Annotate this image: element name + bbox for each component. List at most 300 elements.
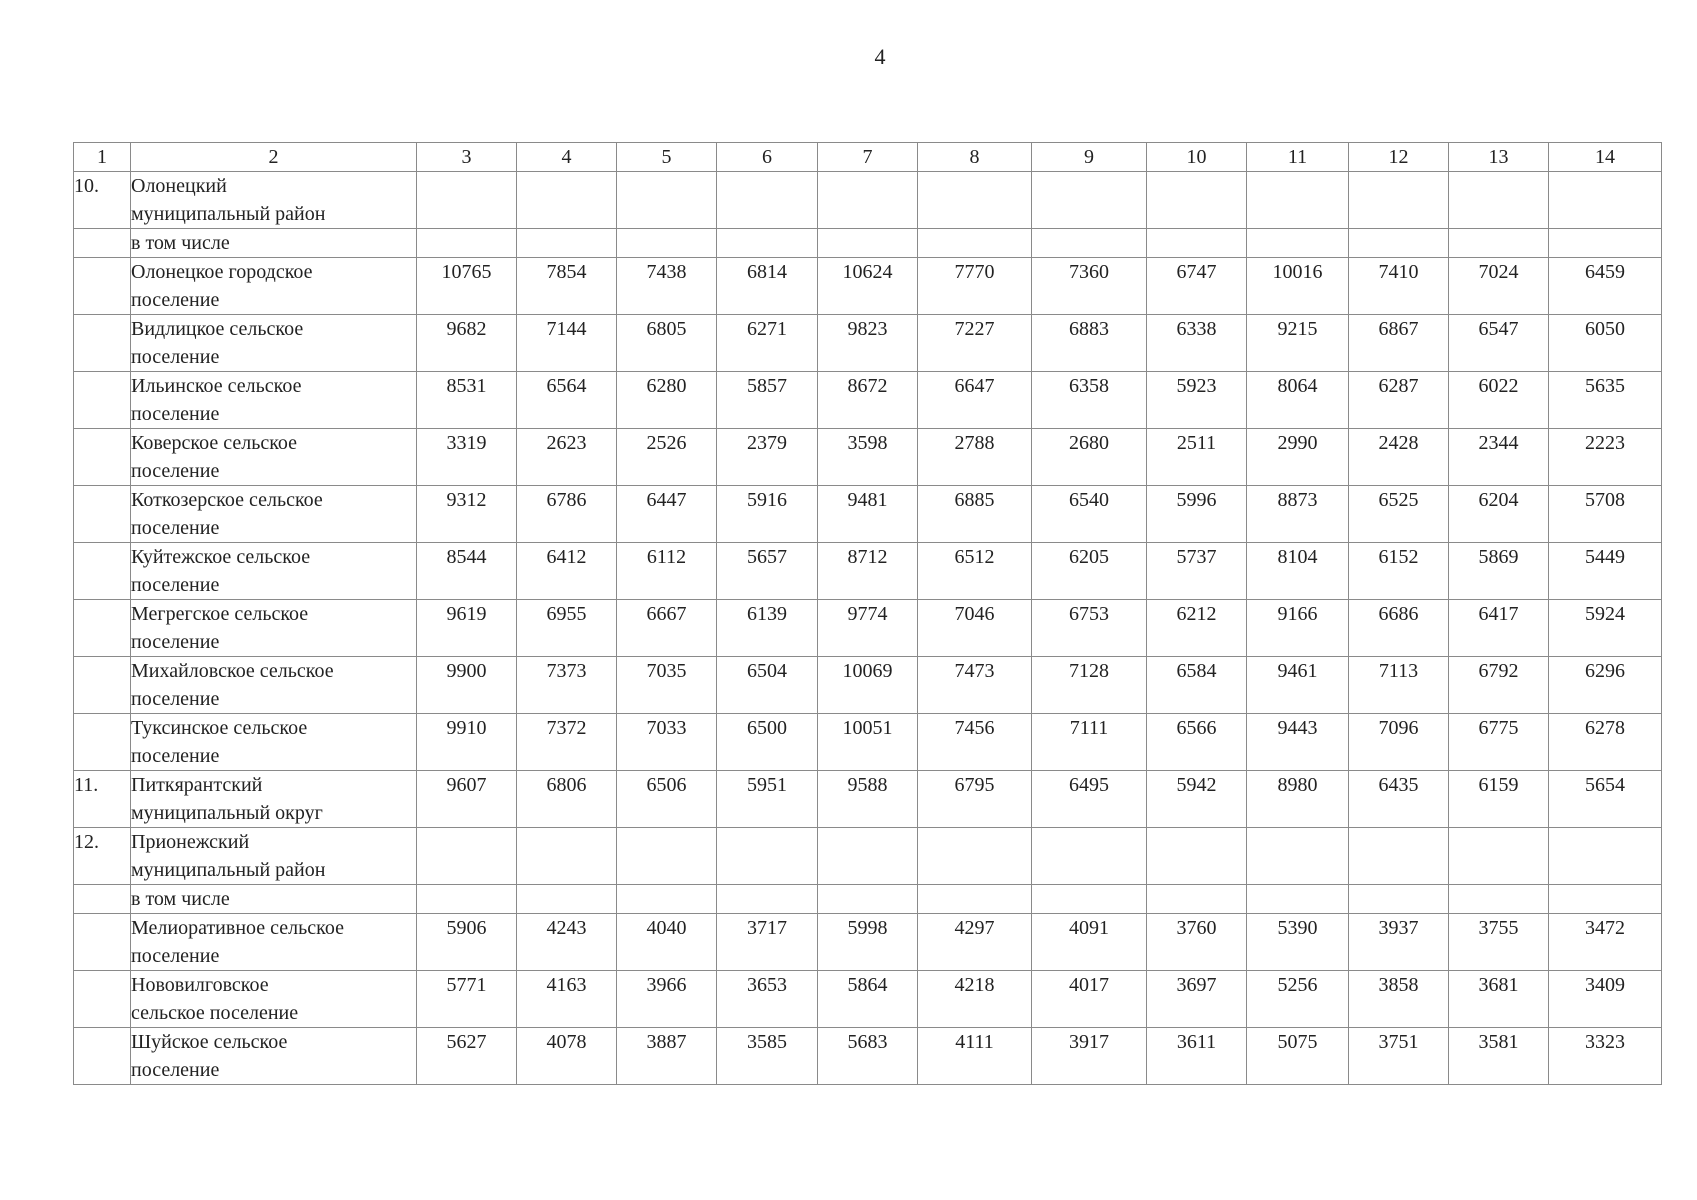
value-cell: 8712 bbox=[818, 543, 918, 600]
value-cell: 6271 bbox=[717, 315, 818, 372]
value-cell: 3966 bbox=[617, 971, 717, 1028]
value-cell: 10624 bbox=[818, 258, 918, 315]
row-name bbox=[131, 828, 417, 885]
row-index: 12. bbox=[74, 828, 131, 885]
row-name-line: муниципальный район bbox=[131, 859, 326, 881]
value-cell: 6280 bbox=[617, 372, 717, 429]
row-index bbox=[74, 914, 131, 971]
value-cell: 8544 bbox=[417, 543, 517, 600]
value-cell: 9607 bbox=[417, 771, 517, 828]
value-cell: 5998 bbox=[818, 914, 918, 971]
value-cell bbox=[818, 172, 918, 229]
value-cell: 6159 bbox=[1449, 771, 1549, 828]
value-cell: 10016 bbox=[1247, 258, 1349, 315]
value-cell bbox=[417, 885, 517, 914]
value-cell: 8672 bbox=[818, 372, 918, 429]
row-name-line: Олонецкий bbox=[131, 175, 227, 197]
column-header: 7 bbox=[818, 143, 918, 172]
value-cell: 2526 bbox=[617, 429, 717, 486]
value-cell: 6447 bbox=[617, 486, 717, 543]
value-cell: 6647 bbox=[918, 372, 1032, 429]
value-cell: 3917 bbox=[1032, 1028, 1147, 1085]
table-row bbox=[74, 657, 1662, 714]
value-cell bbox=[818, 828, 918, 885]
value-cell: 9774 bbox=[818, 600, 918, 657]
value-cell: 7372 bbox=[517, 714, 617, 771]
value-cell bbox=[617, 229, 717, 258]
table-row bbox=[74, 229, 1662, 258]
value-cell: 7035 bbox=[617, 657, 717, 714]
value-cell: 6358 bbox=[1032, 372, 1147, 429]
value-cell: 5857 bbox=[717, 372, 818, 429]
value-cell: 6814 bbox=[717, 258, 818, 315]
value-cell: 7473 bbox=[918, 657, 1032, 714]
value-cell bbox=[918, 885, 1032, 914]
value-cell bbox=[1247, 885, 1349, 914]
row-name-line: поселение bbox=[131, 517, 220, 539]
table-row bbox=[74, 372, 1662, 429]
value-cell: 9588 bbox=[818, 771, 918, 828]
row-name-line: в том числе bbox=[131, 232, 230, 254]
value-cell: 6540 bbox=[1032, 486, 1147, 543]
value-cell: 6525 bbox=[1349, 486, 1449, 543]
row-name-line: муниципальный район bbox=[131, 203, 326, 225]
value-cell: 2623 bbox=[517, 429, 617, 486]
table-row bbox=[74, 714, 1662, 771]
value-cell bbox=[1349, 229, 1449, 258]
value-cell: 3751 bbox=[1349, 1028, 1449, 1085]
row-name-line: муниципальный округ bbox=[131, 802, 323, 824]
value-cell: 5923 bbox=[1147, 372, 1247, 429]
row-name-line: поселение bbox=[131, 945, 220, 967]
value-cell: 9481 bbox=[818, 486, 918, 543]
row-name-line: Коткозерское сельское bbox=[131, 489, 323, 511]
value-cell: 6296 bbox=[1549, 657, 1662, 714]
table-row bbox=[74, 914, 1662, 971]
table-row bbox=[74, 971, 1662, 1028]
value-cell: 9215 bbox=[1247, 315, 1349, 372]
value-cell: 4243 bbox=[517, 914, 617, 971]
row-name bbox=[131, 543, 417, 600]
table-row bbox=[74, 258, 1662, 315]
row-name-line: поселение bbox=[131, 289, 220, 311]
column-header: 12 bbox=[1349, 143, 1449, 172]
value-cell bbox=[1147, 172, 1247, 229]
value-cell bbox=[1549, 229, 1662, 258]
row-name bbox=[131, 258, 417, 315]
column-header: 2 bbox=[131, 143, 417, 172]
row-name-line: Ильинское сельское bbox=[131, 375, 302, 397]
value-cell: 10051 bbox=[818, 714, 918, 771]
value-cell: 3581 bbox=[1449, 1028, 1549, 1085]
row-name-line: поселение bbox=[131, 631, 220, 653]
column-header: 6 bbox=[717, 143, 818, 172]
value-cell: 5683 bbox=[818, 1028, 918, 1085]
table-row bbox=[74, 486, 1662, 543]
value-cell: 3611 bbox=[1147, 1028, 1247, 1085]
value-cell: 6417 bbox=[1449, 600, 1549, 657]
value-cell: 10069 bbox=[818, 657, 918, 714]
row-index bbox=[74, 714, 131, 771]
value-cell: 6504 bbox=[717, 657, 818, 714]
row-name bbox=[131, 885, 417, 914]
value-cell: 2344 bbox=[1449, 429, 1549, 486]
row-name bbox=[131, 486, 417, 543]
value-cell: 7111 bbox=[1032, 714, 1147, 771]
row-name bbox=[131, 971, 417, 1028]
value-cell: 7046 bbox=[918, 600, 1032, 657]
value-cell: 3472 bbox=[1549, 914, 1662, 971]
value-cell: 6747 bbox=[1147, 258, 1247, 315]
page-number: 4 bbox=[874, 44, 886, 69]
column-header: 10 bbox=[1147, 143, 1247, 172]
value-cell: 6805 bbox=[617, 315, 717, 372]
value-cell: 6686 bbox=[1349, 600, 1449, 657]
value-cell: 6022 bbox=[1449, 372, 1549, 429]
value-cell: 6547 bbox=[1449, 315, 1549, 372]
value-cell: 5075 bbox=[1247, 1028, 1349, 1085]
row-name-line: Куйтежское сельское bbox=[131, 546, 311, 568]
value-cell: 7113 bbox=[1349, 657, 1449, 714]
row-name bbox=[131, 657, 417, 714]
table-row bbox=[74, 543, 1662, 600]
value-cell bbox=[517, 828, 617, 885]
value-cell: 5737 bbox=[1147, 543, 1247, 600]
value-cell: 4163 bbox=[517, 971, 617, 1028]
value-cell bbox=[1449, 229, 1549, 258]
value-cell: 6775 bbox=[1449, 714, 1549, 771]
value-cell: 6278 bbox=[1549, 714, 1662, 771]
row-name-line: поселение bbox=[131, 574, 220, 596]
value-cell: 7373 bbox=[517, 657, 617, 714]
value-cell: 6459 bbox=[1549, 258, 1662, 315]
value-cell: 3653 bbox=[717, 971, 818, 1028]
value-cell: 4218 bbox=[918, 971, 1032, 1028]
value-cell: 2511 bbox=[1147, 429, 1247, 486]
row-index bbox=[74, 971, 131, 1028]
value-cell bbox=[1549, 828, 1662, 885]
row-name bbox=[131, 1028, 417, 1085]
value-cell bbox=[1032, 229, 1147, 258]
column-header: 4 bbox=[517, 143, 617, 172]
value-cell bbox=[617, 172, 717, 229]
row-name-line: поселение bbox=[131, 403, 220, 425]
value-cell: 5771 bbox=[417, 971, 517, 1028]
row-index bbox=[74, 885, 131, 914]
value-cell: 8064 bbox=[1247, 372, 1349, 429]
value-cell: 7144 bbox=[517, 315, 617, 372]
value-cell bbox=[1247, 172, 1349, 229]
row-name-line: Шуйское сельское bbox=[131, 1031, 288, 1053]
value-cell: 2223 bbox=[1549, 429, 1662, 486]
value-cell bbox=[517, 229, 617, 258]
value-cell bbox=[918, 229, 1032, 258]
row-name-line: поселение bbox=[131, 460, 220, 482]
row-index bbox=[74, 372, 131, 429]
value-cell: 5916 bbox=[717, 486, 818, 543]
value-cell: 9910 bbox=[417, 714, 517, 771]
value-cell bbox=[717, 828, 818, 885]
value-cell: 3697 bbox=[1147, 971, 1247, 1028]
value-cell bbox=[1549, 885, 1662, 914]
value-cell: 6885 bbox=[918, 486, 1032, 543]
value-cell: 6955 bbox=[517, 600, 617, 657]
value-cell: 9166 bbox=[1247, 600, 1349, 657]
value-cell: 5256 bbox=[1247, 971, 1349, 1028]
row-name bbox=[131, 429, 417, 486]
value-cell: 5996 bbox=[1147, 486, 1247, 543]
value-cell bbox=[1449, 885, 1549, 914]
row-index bbox=[74, 657, 131, 714]
value-cell: 6050 bbox=[1549, 315, 1662, 372]
value-cell: 8873 bbox=[1247, 486, 1349, 543]
value-cell bbox=[818, 885, 918, 914]
value-cell: 6112 bbox=[617, 543, 717, 600]
value-cell: 6786 bbox=[517, 486, 617, 543]
row-name bbox=[131, 600, 417, 657]
value-cell: 2788 bbox=[918, 429, 1032, 486]
row-name-line: Мегрегское сельское bbox=[131, 603, 309, 625]
value-cell bbox=[617, 828, 717, 885]
value-cell: 5708 bbox=[1549, 486, 1662, 543]
value-cell: 6338 bbox=[1147, 315, 1247, 372]
value-cell bbox=[517, 885, 617, 914]
value-cell: 6412 bbox=[517, 543, 617, 600]
value-cell: 9443 bbox=[1247, 714, 1349, 771]
value-cell bbox=[1147, 828, 1247, 885]
value-cell: 3887 bbox=[617, 1028, 717, 1085]
table-row bbox=[74, 172, 1662, 229]
value-cell bbox=[617, 885, 717, 914]
table-row bbox=[74, 1028, 1662, 1085]
value-cell: 7096 bbox=[1349, 714, 1449, 771]
value-cell bbox=[918, 828, 1032, 885]
value-cell bbox=[717, 172, 818, 229]
row-index: 10. bbox=[74, 172, 131, 229]
value-cell bbox=[1349, 885, 1449, 914]
row-name bbox=[131, 172, 417, 229]
row-name-line: Прионежский bbox=[131, 831, 250, 853]
value-cell: 3319 bbox=[417, 429, 517, 486]
value-cell: 3598 bbox=[818, 429, 918, 486]
value-cell: 6795 bbox=[918, 771, 1032, 828]
value-cell: 7854 bbox=[517, 258, 617, 315]
value-cell: 9312 bbox=[417, 486, 517, 543]
value-cell: 6566 bbox=[1147, 714, 1247, 771]
value-cell: 6512 bbox=[918, 543, 1032, 600]
value-cell: 7227 bbox=[918, 315, 1032, 372]
value-cell: 5864 bbox=[818, 971, 918, 1028]
value-cell: 7410 bbox=[1349, 258, 1449, 315]
row-name bbox=[131, 771, 417, 828]
row-name-line: Коверское сельское bbox=[131, 432, 298, 454]
table-body bbox=[74, 143, 1662, 1085]
value-cell: 6139 bbox=[717, 600, 818, 657]
value-cell: 3937 bbox=[1349, 914, 1449, 971]
value-cell: 4297 bbox=[918, 914, 1032, 971]
value-cell bbox=[818, 229, 918, 258]
row-name bbox=[131, 229, 417, 258]
value-cell bbox=[1032, 885, 1147, 914]
row-name-line: Туксинское сельское bbox=[131, 717, 308, 739]
value-cell bbox=[517, 172, 617, 229]
value-cell: 3585 bbox=[717, 1028, 818, 1085]
value-cell bbox=[417, 828, 517, 885]
value-cell: 5449 bbox=[1549, 543, 1662, 600]
value-cell: 6500 bbox=[717, 714, 818, 771]
row-name-line: в том числе bbox=[131, 888, 230, 910]
row-name-line: Мелиоративное сельское bbox=[131, 917, 344, 939]
value-cell bbox=[1247, 828, 1349, 885]
value-cell: 4091 bbox=[1032, 914, 1147, 971]
column-header: 9 bbox=[1032, 143, 1147, 172]
value-cell bbox=[918, 172, 1032, 229]
row-index bbox=[74, 486, 131, 543]
value-cell bbox=[717, 885, 818, 914]
value-cell: 10765 bbox=[417, 258, 517, 315]
row-name-line: Олонецкое городское bbox=[131, 261, 313, 283]
row-index: 11. bbox=[74, 771, 131, 828]
value-cell: 5390 bbox=[1247, 914, 1349, 971]
table-row bbox=[74, 771, 1662, 828]
column-header: 1 bbox=[74, 143, 131, 172]
row-name-line: сельское поселение bbox=[131, 1002, 299, 1024]
row-name-line: Михайловское сельское bbox=[131, 660, 334, 682]
value-cell: 5627 bbox=[417, 1028, 517, 1085]
value-cell bbox=[417, 229, 517, 258]
table-row bbox=[74, 600, 1662, 657]
value-cell bbox=[1349, 172, 1449, 229]
row-name-line: Видлицкое сельское bbox=[131, 318, 304, 340]
value-cell: 5906 bbox=[417, 914, 517, 971]
value-cell: 5951 bbox=[717, 771, 818, 828]
column-header: 8 bbox=[918, 143, 1032, 172]
value-cell: 6753 bbox=[1032, 600, 1147, 657]
value-cell: 2680 bbox=[1032, 429, 1147, 486]
value-cell: 8980 bbox=[1247, 771, 1349, 828]
value-cell: 2428 bbox=[1349, 429, 1449, 486]
value-cell bbox=[1349, 828, 1449, 885]
value-cell: 6883 bbox=[1032, 315, 1147, 372]
value-cell: 6584 bbox=[1147, 657, 1247, 714]
value-cell: 7456 bbox=[918, 714, 1032, 771]
value-cell: 5654 bbox=[1549, 771, 1662, 828]
row-index bbox=[74, 600, 131, 657]
column-header: 5 bbox=[617, 143, 717, 172]
value-cell: 7128 bbox=[1032, 657, 1147, 714]
row-name bbox=[131, 315, 417, 372]
value-cell: 6867 bbox=[1349, 315, 1449, 372]
value-cell: 4111 bbox=[918, 1028, 1032, 1085]
row-name-line: поселение bbox=[131, 346, 220, 368]
value-cell: 3755 bbox=[1449, 914, 1549, 971]
value-cell: 5924 bbox=[1549, 600, 1662, 657]
table-row bbox=[74, 828, 1662, 885]
value-cell: 6152 bbox=[1349, 543, 1449, 600]
table-row bbox=[74, 315, 1662, 372]
column-header: 11 bbox=[1247, 143, 1349, 172]
value-cell: 6435 bbox=[1349, 771, 1449, 828]
value-cell: 7770 bbox=[918, 258, 1032, 315]
row-name bbox=[131, 714, 417, 771]
value-cell bbox=[1549, 172, 1662, 229]
value-cell: 6506 bbox=[617, 771, 717, 828]
value-cell: 2379 bbox=[717, 429, 818, 486]
value-cell bbox=[1147, 885, 1247, 914]
column-header: 13 bbox=[1449, 143, 1549, 172]
value-cell: 6806 bbox=[517, 771, 617, 828]
value-cell: 3409 bbox=[1549, 971, 1662, 1028]
row-index bbox=[74, 543, 131, 600]
value-cell: 4078 bbox=[517, 1028, 617, 1085]
value-cell: 2990 bbox=[1247, 429, 1349, 486]
row-name-line: Нововилговское bbox=[131, 974, 269, 996]
value-cell bbox=[717, 229, 818, 258]
value-cell: 5869 bbox=[1449, 543, 1549, 600]
value-cell bbox=[1147, 229, 1247, 258]
value-cell: 7360 bbox=[1032, 258, 1147, 315]
value-cell bbox=[1032, 172, 1147, 229]
value-cell: 6667 bbox=[617, 600, 717, 657]
value-cell bbox=[1247, 229, 1349, 258]
row-name bbox=[131, 914, 417, 971]
value-cell bbox=[1032, 828, 1147, 885]
value-cell: 6792 bbox=[1449, 657, 1549, 714]
row-name-line: Питкярантский bbox=[131, 774, 263, 796]
row-index bbox=[74, 258, 131, 315]
value-cell: 7438 bbox=[617, 258, 717, 315]
value-cell: 6564 bbox=[517, 372, 617, 429]
value-cell: 9682 bbox=[417, 315, 517, 372]
value-cell: 9900 bbox=[417, 657, 517, 714]
value-cell: 3760 bbox=[1147, 914, 1247, 971]
row-index bbox=[74, 429, 131, 486]
value-cell bbox=[1449, 828, 1549, 885]
value-cell: 4040 bbox=[617, 914, 717, 971]
value-cell: 8104 bbox=[1247, 543, 1349, 600]
value-cell: 3717 bbox=[717, 914, 818, 971]
value-cell: 6212 bbox=[1147, 600, 1247, 657]
value-cell bbox=[1449, 172, 1549, 229]
value-cell: 6287 bbox=[1349, 372, 1449, 429]
value-cell: 5657 bbox=[717, 543, 818, 600]
value-cell: 5942 bbox=[1147, 771, 1247, 828]
value-cell: 3323 bbox=[1549, 1028, 1662, 1085]
value-cell: 3858 bbox=[1349, 971, 1449, 1028]
value-cell: 6204 bbox=[1449, 486, 1549, 543]
column-header: 14 bbox=[1549, 143, 1662, 172]
value-cell: 6205 bbox=[1032, 543, 1147, 600]
row-name bbox=[131, 372, 417, 429]
column-header: 3 bbox=[417, 143, 517, 172]
row-index bbox=[74, 1028, 131, 1085]
value-cell: 5635 bbox=[1549, 372, 1662, 429]
table-row bbox=[74, 885, 1662, 914]
row-name-line: поселение bbox=[131, 1059, 220, 1081]
row-index bbox=[74, 315, 131, 372]
value-cell: 9823 bbox=[818, 315, 918, 372]
value-cell: 4017 bbox=[1032, 971, 1147, 1028]
value-cell: 3681 bbox=[1449, 971, 1549, 1028]
value-cell bbox=[417, 172, 517, 229]
row-name-line: поселение bbox=[131, 745, 220, 767]
table-row bbox=[74, 429, 1662, 486]
row-index bbox=[74, 229, 131, 258]
row-name-line: поселение bbox=[131, 688, 220, 710]
value-cell: 7033 bbox=[617, 714, 717, 771]
value-cell: 7024 bbox=[1449, 258, 1549, 315]
data-table bbox=[73, 142, 1662, 1085]
